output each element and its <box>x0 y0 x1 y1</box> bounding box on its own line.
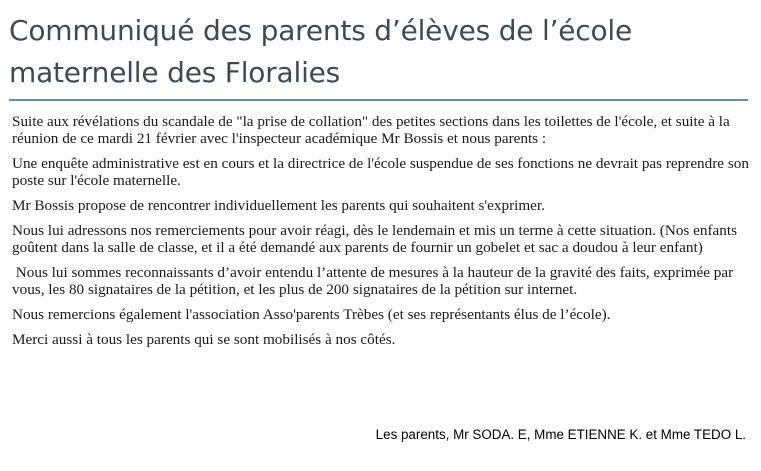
paragraph-meeting-offer: Mr Bossis propose de rencontrer individuellement les parents qui souhaitent s'exprimer. <box>12 197 545 214</box>
title-divider <box>9 99 748 101</box>
paragraph-intro: Suite aux révélations du scandale de "la prise de collation" des petites sections dans les toilettes de l'école, et suite à la réunion de ce mardi 21 février avec l'inspecteur académique Mr Bossis et nous parents : <box>12 113 730 147</box>
document-body <box>12 113 750 356</box>
paragraph-association: Nous remercions également l'association Asso'parents Trèbes (et ses représentants élus de l’école). <box>12 306 611 323</box>
paragraph-investigation: Une enquête administrative est en cours et la directrice de l'école suspendue de ses fonctions ne devrait pas reprendre son poste sur l'école maternelle. <box>12 155 749 189</box>
paragraph-gratitude: Nous lui sommes reconnaissants d’avoir entendu l’attente de mesures à la hauteur de la gravité des faits, exprimée par vous, les 80 signataires de la pétition, et les plus de 200 signataires de la pétition sur internet. <box>12 264 737 298</box>
paragraph-thanks: Nous lui adressons nos remerciements pour avoir réagi, dès le lendemain et mis un terme à cette situation. (Nos enfants goûtent dans la salle de classe, et il a été demandé aux parents de fournir un gobelet et sac a doudou à leur enfant) <box>12 222 737 256</box>
document-title: Communiqué des parents d’élèves de l’école maternelle des Floralies <box>9 14 633 89</box>
paragraph-closing: Merci aussi à tous les parents qui se sont mobilisés à nos côtés. <box>12 331 396 348</box>
signature: Les parents, Mr SODA. E, Mme ETIENNE K. et Mme TEDO L. <box>375 427 746 442</box>
